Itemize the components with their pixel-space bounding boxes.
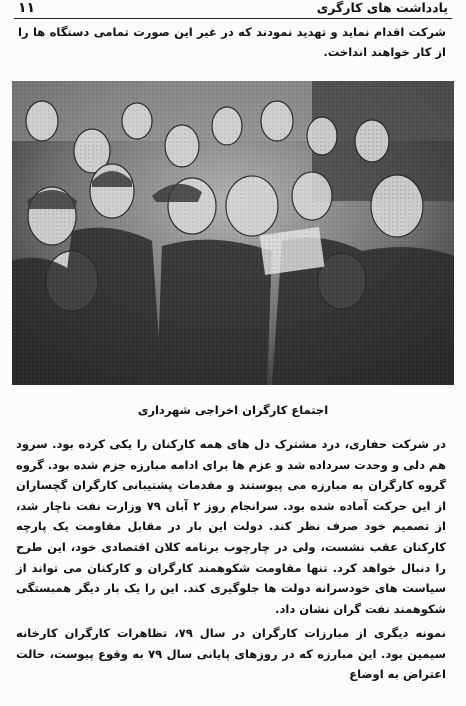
page-header	[14, 0, 452, 18]
header-rule	[14, 18, 452, 19]
crowd-photo-image	[12, 81, 454, 385]
intro-paragraph: شرکت اقدام نماید و تهدید نمودند که در غیر این صورت تمامی دستگاه ها را از کار خواهند انداخت.	[18, 25, 446, 59]
running-title: یادداشت های کارگری	[316, 0, 448, 15]
page-number: ۱۱	[18, 0, 36, 16]
news-photo	[12, 81, 454, 385]
photo-caption: اجتماع کارگران اخراجی شهرداری	[137, 403, 329, 417]
body-paragraph-1: در شرکت حفاری، درد مشترک دل های همه کارکنان را یکی کرده بود. سرود هم دلی و وحدت سرداده شد و عزم ها برای ادامه مبارزه جزم شده بود. گروه گروه کارگران به مبارزه می پیوستند و مقدمات پشتیبانی کارگران گچساران از این حرکت آماده شده بود. سرانجام روز ۲ آبان ۷۹ وزارت نفت ناچار شد، از تصمیم خود صرف نظر کند. دولت این بار در مقابل مقاومت یک پارچه کارکنان عقب نشست، ولی در چارچوب برنامه کلان اقتصادی خود، این طرح را دنبال خواهد کرد. تنها مقاومت شکوهمند کارگران و کارکنان می تواند از سیاست های خودسرانه دولت ها جلوگیری کند. این را یک بار دیگر همبستگی شکوهمند نفت گران نشان داد.	[16, 437, 447, 616]
body-paragraph-2: نمونه دیگری از مبارزات کارگران در سال ۷۹، تظاهرات کارگران کارخانه سیمین بود. این مبارزه که در روزهای پایانی سال ۷۹ به وقوع پیوست، حالت اعتراض به اوضاع	[16, 626, 446, 682]
